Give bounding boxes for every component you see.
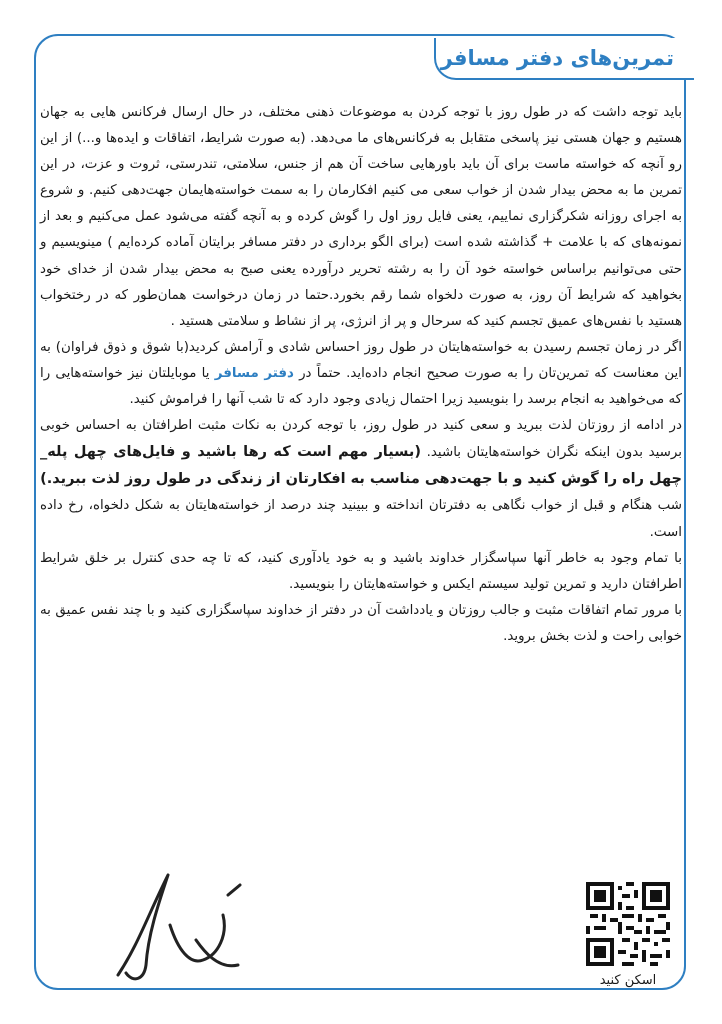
paragraph-2-text-after: یا موبایلتان نیز خواسته‌هایی را که می‌خواهید به انجام برسد را بنویسید زیرا احتمال زیادی وجود دارد که تا شب آنها را فراموش کنید. bbox=[40, 365, 682, 408]
paragraph-4: شب هنگام و قبل از خواب نگاهی به دفترتان انداخته و ببینید چند درصد از خواسته‌هایتان به شکل دلخواه، رخ داده است. bbox=[40, 498, 682, 540]
paragraph-2 bbox=[40, 335, 682, 413]
paragraph-6: با مرور تمام اتفاقات مثبت و جالب روزتان و یادداشت آن در دفتر از خداوند سپاسگزاری کنید و با چند نفس عمیق به خوابی راحت و لذت بخش بروید. bbox=[40, 602, 682, 644]
paragraph-3-bold: (بسیار مهم است که رها باشید و فایل‌های چهل پله_ چهل راه را گوش کنید و با جهت‌دهی مناسب به افکارتان از زندگی در طول روز لذت ببرید.) bbox=[40, 444, 682, 488]
signature bbox=[78, 855, 278, 995]
qr-code-icon[interactable] bbox=[586, 882, 670, 966]
article-body bbox=[40, 100, 682, 650]
paragraph-2-text-before: اگر در زمان تجسم رسیدن به خواسته‌هایتان در طول روز احساس شادی و آرامش کردید(با شوق و ذوق فراوان) به این معناست که تمرین‌تان را به صورت صحیح انجام داده‌اید. حتماً در bbox=[40, 339, 682, 381]
paragraph-1: باید توجه داشت که در طول روز با توجه کردن به موضوعات ذهنی مختلف، در حال ارسال فرکانس هایی به جهان هستیم و جهان هستی نیز پاسخی متقابل به فرکانس‌های ما می‌دهد. (به صورت شرایط، اتفاقات و ایده‌ها و...) از این رو آنچه که خواسته ماست برای آن باید باورهایی ساخت آن هم از جنس، سلامتی، تندرستی، ثروت و عزت، در این تمرین ما به محض بیدار شدن از خواب سعی می کنیم افکارمان را به سمت خواسته‌هایمان جهت‌دهی کنیم. و شروع به اجرای روزانه شکرگزاری نماییم، یعنی فایل روز اول را گوش کرده و به آنچه گفته می‌شود عمل می‌کنیم و بعد از نمونه‌های که با علامت + گذاشته شده است (برای الگو برداری در دفتر مسافر برایتان آماده کرده‌ایم ) مینویسیم و حتی می‌توانیم براساس خواسته خود آن را به رشته تحریر درآورده یعنی صبح به محض بیدار شدن از خدای خود بخواهید که شرایط آن روز، به صورت دلخواه شما رقم بخورد.حتما در زمان درخواست همان‌طور که در رختخواب هستید با نفس‌های عمیق تجسم کنید که سرحال و پر از انرژی، پر از نشاط و سلامتی هستید . bbox=[40, 105, 682, 329]
qr-label: اسکن کنید bbox=[599, 973, 657, 988]
qr-block bbox=[583, 882, 673, 988]
daftar-mosafer-highlight: دفتر مسافر bbox=[214, 365, 294, 381]
title-tab bbox=[434, 38, 694, 80]
paragraph-3-text: در ادامه از روزتان لذت ببرید و سعی کنید در طول روز، با توجه کردن به نکات مثبت اطرافتان به احساس خوبی برسید بدون اینکه نگران خواسته‌هایتان باشید. bbox=[40, 418, 682, 461]
paragraph-3 bbox=[40, 413, 682, 493]
paragraph-5: با تمام وجود به خاطر آنها سپاسگزار خداوند باشید و به خود یادآوری کنید، که تا چه حدی کنترل بر خلق شرایط اطرافتان دارید و تمرین تولید سیستم ایکس و خواسته‌هایتان را بنویسید. bbox=[40, 550, 682, 592]
page-title: تمرین‌های دفتر مسافر bbox=[440, 46, 674, 70]
